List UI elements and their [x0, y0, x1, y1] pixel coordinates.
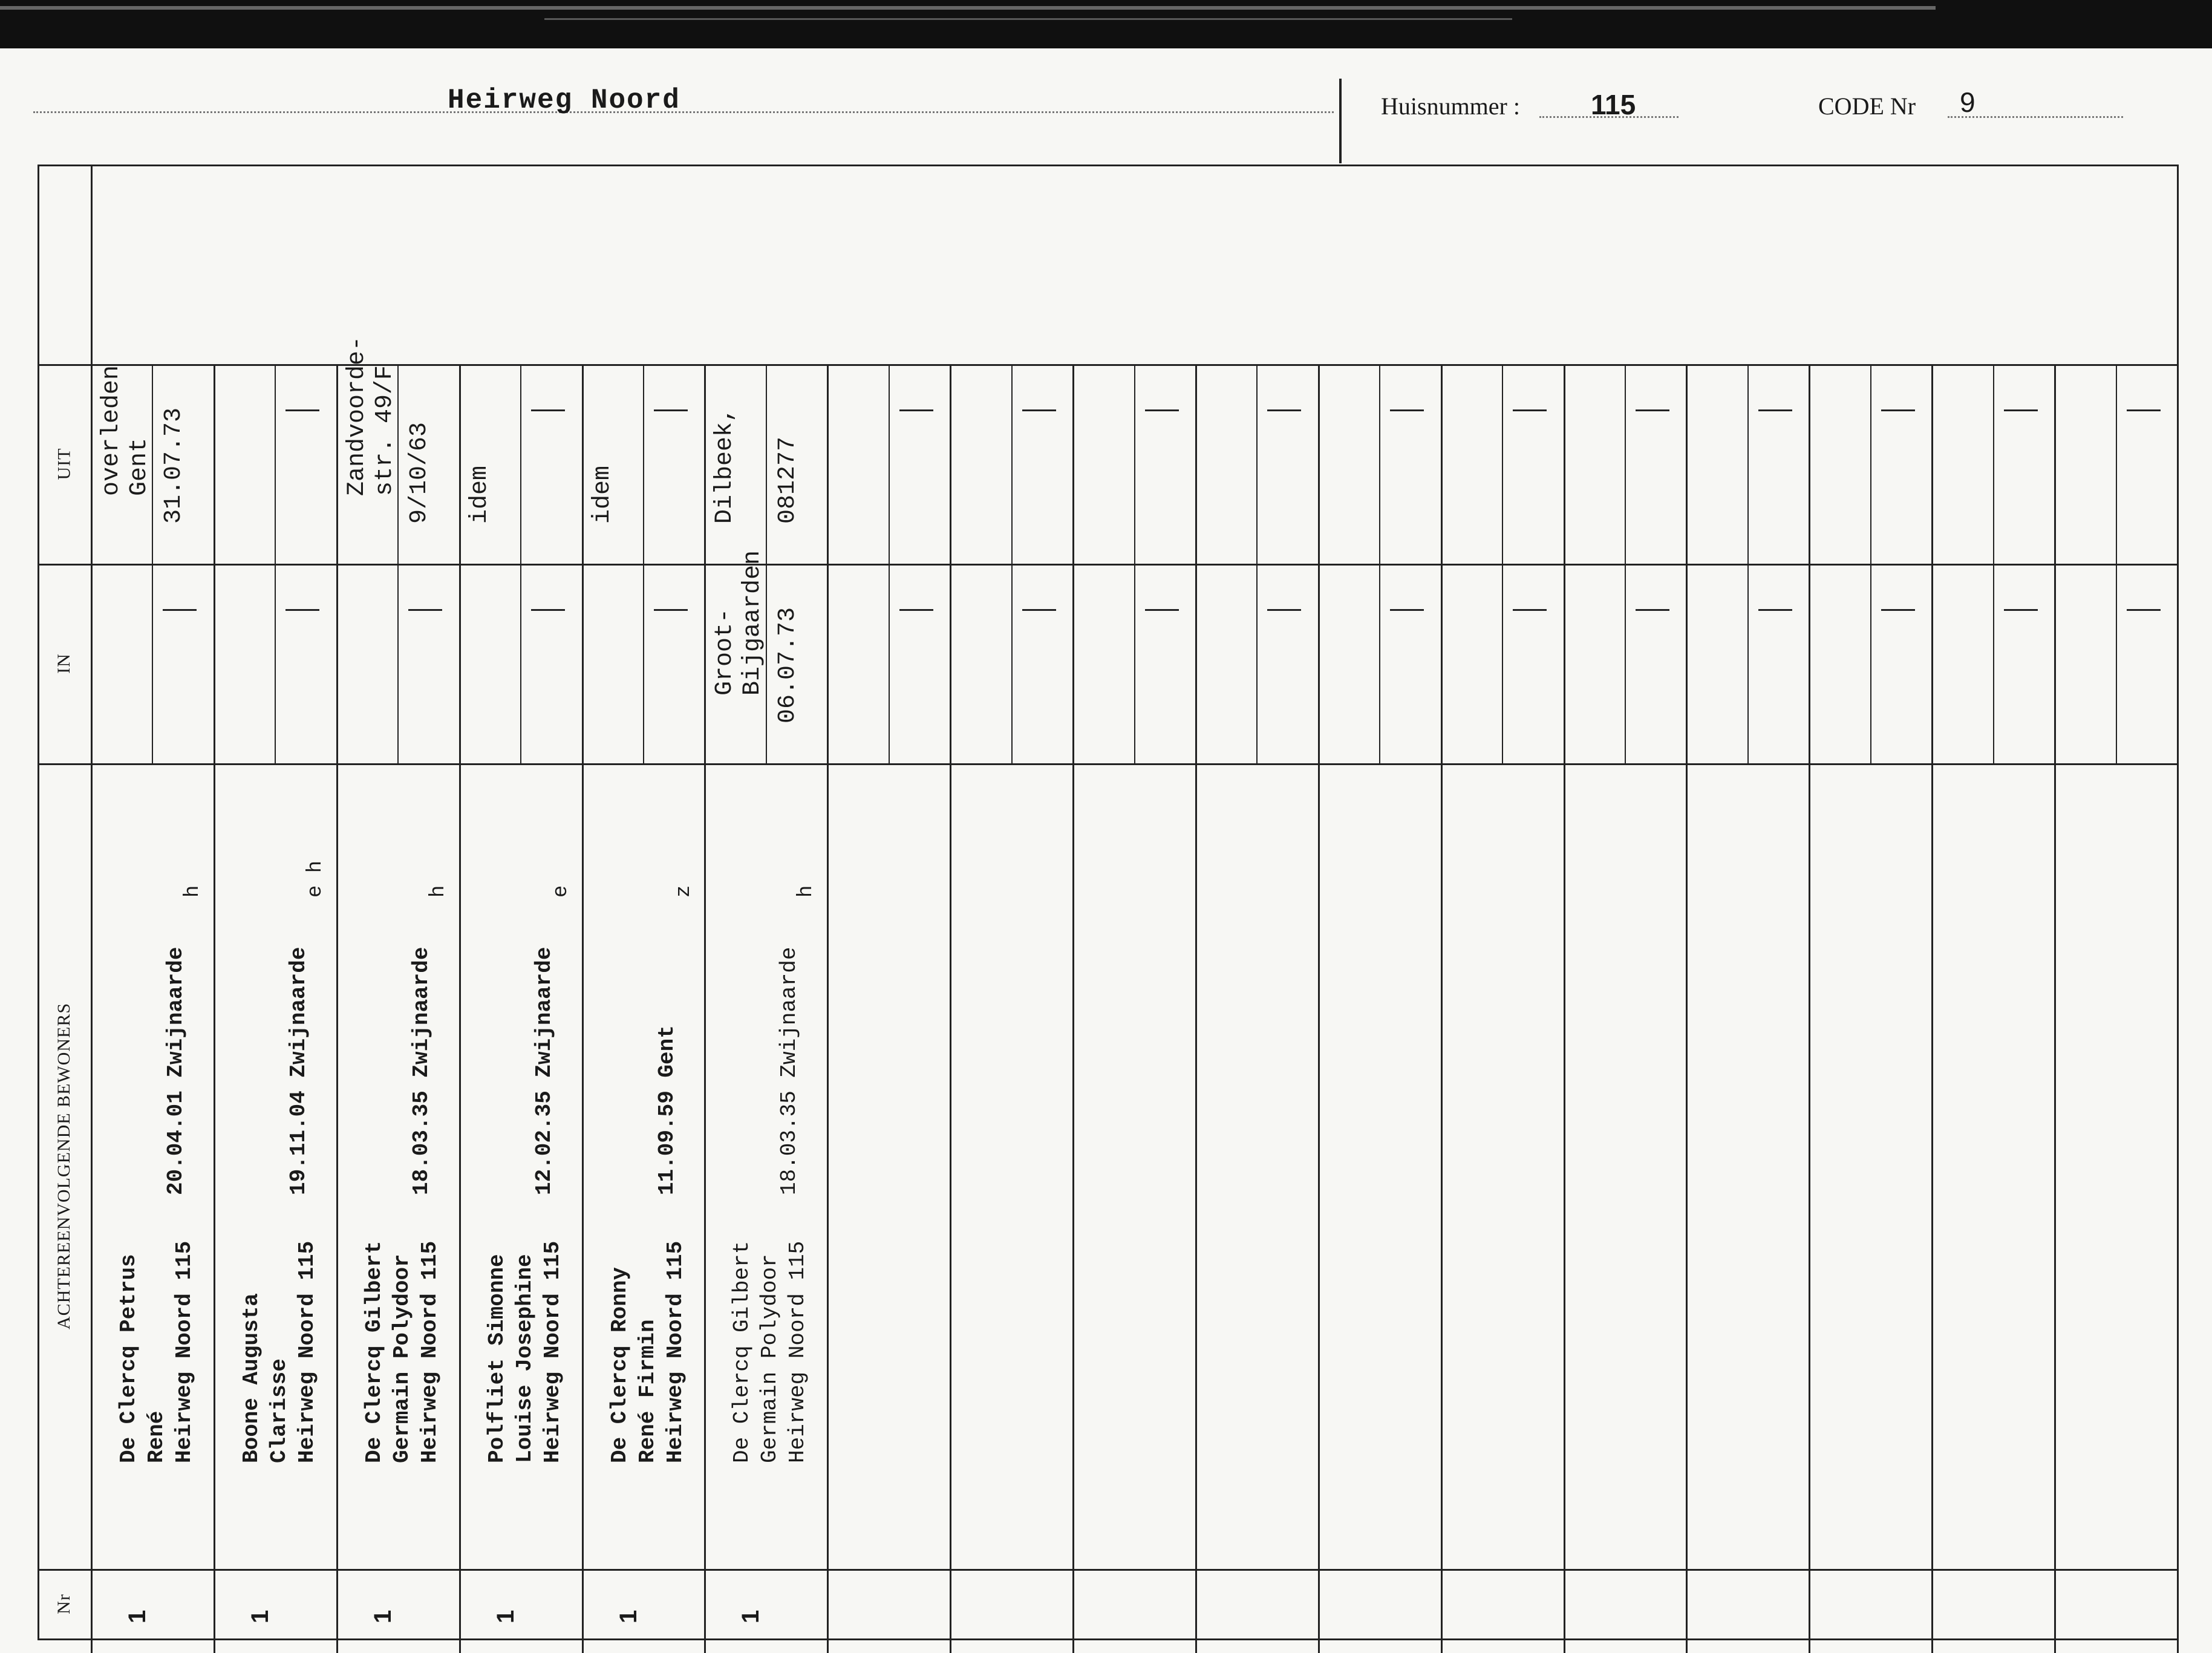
resident-birth-text: 19.11.04 Zwijnaarde — [285, 947, 311, 1195]
subcolumn-border — [2116, 364, 2117, 763]
bottom-tick — [2177, 1640, 2179, 1653]
bottom-tick — [827, 1640, 829, 1653]
empty-in-dash — [1267, 609, 1301, 611]
column-border — [1441, 364, 1443, 1638]
section-label-bewoners: ACHTEREENVOLGENDE BEWONERS — [54, 1002, 74, 1330]
subcolumn-border — [1134, 364, 1135, 763]
code-label: CODE Nr — [1818, 93, 1916, 120]
bottom-tick — [1809, 1640, 1810, 1653]
column-border — [1686, 364, 1688, 1638]
bottom-tick — [704, 1640, 706, 1653]
resident-nr-text: 1 — [615, 1609, 642, 1623]
column-border — [1564, 364, 1565, 1638]
column-border — [1195, 364, 1197, 1638]
subcolumn-border — [275, 364, 276, 763]
in-dash — [163, 609, 197, 611]
scan-streak — [0, 6, 1936, 10]
bottom-tick — [1686, 1640, 1688, 1653]
column-border — [582, 364, 584, 1638]
uit-place-text: idem — [466, 465, 494, 524]
bottom-tick-strip — [38, 1640, 2179, 1653]
resident-nr-text: 1 — [492, 1609, 519, 1623]
section-label-nr: Nr — [54, 1593, 74, 1614]
subcolumn-border — [889, 364, 890, 763]
empty-uit-dash — [1267, 409, 1301, 411]
residents-form — [38, 165, 2179, 1640]
uit-dash — [654, 409, 688, 411]
resident-names-text: De Clercq Petrus René Heirweg Noord 115 — [116, 1241, 197, 1463]
resident-names-text: De Clercq Ronny René Firmin Heirweg Noord 115 — [607, 1241, 688, 1463]
column-border — [1931, 364, 1933, 1638]
uit-dash — [531, 409, 565, 411]
in-dash — [531, 609, 565, 611]
resident-mark-text: h — [426, 885, 450, 898]
empty-uit-dash — [1758, 409, 1792, 411]
uit-date-text: 9/10/63 — [406, 422, 434, 524]
bottom-tick — [1072, 1640, 1074, 1653]
empty-in-dash — [2127, 609, 2161, 611]
street-dotted-line — [33, 111, 1334, 113]
uit-place-text: Dilbeek, — [711, 407, 739, 524]
form-top-border — [38, 165, 2179, 166]
empty-uit-dash — [2127, 409, 2161, 411]
bottom-tick — [1441, 1640, 1443, 1653]
header-divider — [1339, 79, 1342, 163]
resident-mark-text: z — [672, 885, 696, 898]
resident-names-text: De Clercq Gilbert Germain Polydoor Heirweg Noord 115 — [361, 1241, 442, 1463]
subcolumn-border — [1379, 364, 1380, 763]
empty-in-dash — [1636, 609, 1669, 611]
subcolumn-border — [1747, 364, 1749, 763]
empty-uit-dash — [1145, 409, 1179, 411]
label-column-border — [91, 165, 93, 1640]
subcolumn-border — [643, 364, 644, 763]
column-border — [704, 364, 706, 1638]
section-label-in: IN — [54, 653, 74, 674]
huisnummer-value: 115 — [1591, 89, 1636, 120]
resident-mark-text: h — [795, 885, 818, 898]
subcolumn-border — [1993, 364, 1994, 763]
bottom-tick — [1195, 1640, 1197, 1653]
bottom-tick — [214, 1640, 215, 1653]
empty-in-dash — [1390, 609, 1424, 611]
form-header — [0, 48, 2212, 163]
form-right-border — [2177, 165, 2179, 1640]
street-name: Heirweg Noord — [448, 85, 680, 116]
uit-place-text: overleden Gent — [98, 365, 153, 496]
bottom-tick — [459, 1640, 461, 1653]
column-border — [2054, 364, 2056, 1638]
subcolumn-border — [1011, 364, 1013, 763]
uit-place-text: Zandvoorde- str. 49/F — [343, 336, 399, 496]
empty-uit-dash — [1390, 409, 1424, 411]
in-dash — [408, 609, 442, 611]
column-border — [336, 364, 338, 1638]
empty-uit-dash — [1513, 409, 1547, 411]
in-date-text: 06.07.73 — [774, 607, 801, 723]
bottom-tick — [1564, 1640, 1565, 1653]
empty-uit-dash — [1022, 409, 1056, 411]
empty-in-dash — [899, 609, 933, 611]
bottom-tick — [91, 1640, 93, 1653]
empty-in-dash — [1881, 609, 1915, 611]
subcolumn-border — [1502, 364, 1503, 763]
resident-birth-text: 18.03.35 Zwijnaarde — [777, 947, 802, 1195]
uit-dash — [285, 409, 319, 411]
resident-birth-text: 12.02.35 Zwijnaarde — [531, 947, 556, 1195]
resident-birth-text: 11.09.59 Gent — [654, 1025, 679, 1195]
in-dash — [654, 609, 688, 611]
bottom-tick — [336, 1640, 338, 1653]
column-border — [950, 364, 951, 1638]
in-dash — [285, 609, 319, 611]
column-border — [1318, 364, 1320, 1638]
bottom-tick — [2054, 1640, 2056, 1653]
resident-birth-text: 20.04.01 Zwijnaarde — [163, 947, 188, 1195]
bottom-tick — [582, 1640, 584, 1653]
column-border — [827, 364, 829, 1638]
row-border-bewoners-top — [38, 763, 2179, 765]
column-border — [214, 364, 215, 1638]
resident-names-text: Polfliet Simonne Louise Josephine Heirweg Noord 115 — [484, 1241, 565, 1463]
scan-top-edge — [0, 0, 2212, 48]
in-place-text: Groot- Bijgaarden — [711, 550, 767, 696]
empty-in-dash — [1513, 609, 1547, 611]
resident-names-text: De Clercq Gilbert Germain Polydoor Heirweg Noord 115 — [729, 1241, 811, 1463]
subcolumn-border — [1625, 364, 1626, 763]
empty-in-dash — [1758, 609, 1792, 611]
uit-date-text: 31.07.73 — [160, 407, 188, 524]
row-border-in-top — [38, 564, 2179, 566]
subcolumn-border — [520, 364, 521, 763]
resident-nr-text: 1 — [369, 1609, 396, 1623]
column-border — [1072, 364, 1074, 1638]
resident-mark-text: h — [181, 885, 204, 898]
code-value: 9 — [1960, 86, 1975, 118]
section-label-uit: UIT — [53, 448, 74, 480]
empty-in-dash — [1145, 609, 1179, 611]
resident-birth-text: 18.03.35 Zwijnaarde — [408, 947, 434, 1195]
resident-mark-text: e h — [304, 860, 327, 898]
subcolumn-border — [1256, 364, 1258, 763]
bottom-tick — [1931, 1640, 1933, 1653]
resident-nr-text: 1 — [246, 1609, 273, 1623]
empty-in-dash — [1022, 609, 1056, 611]
bottom-tick — [950, 1640, 951, 1653]
subcolumn-border — [1870, 364, 1871, 763]
uit-place-text: idem — [589, 465, 616, 524]
empty-uit-dash — [1636, 409, 1669, 411]
row-border-nr-top — [38, 1569, 2179, 1571]
empty-uit-dash — [899, 409, 933, 411]
resident-nr-text: 1 — [124, 1609, 151, 1623]
empty-uit-dash — [2004, 409, 2038, 411]
column-border — [1809, 364, 1810, 1638]
resident-mark-text: e — [549, 885, 573, 898]
huisnummer-label: Huisnummer : — [1381, 93, 1520, 120]
scan-streak — [544, 18, 1512, 20]
empty-in-dash — [2004, 609, 2038, 611]
uit-date-text: 081277 — [774, 436, 801, 524]
bottom-tick — [1318, 1640, 1320, 1653]
resident-names-text: Boone Augusta Clarisse Heirweg Noord 115 — [238, 1241, 319, 1463]
column-border — [459, 364, 461, 1638]
resident-nr-text: 1 — [737, 1609, 765, 1623]
empty-uit-dash — [1881, 409, 1915, 411]
